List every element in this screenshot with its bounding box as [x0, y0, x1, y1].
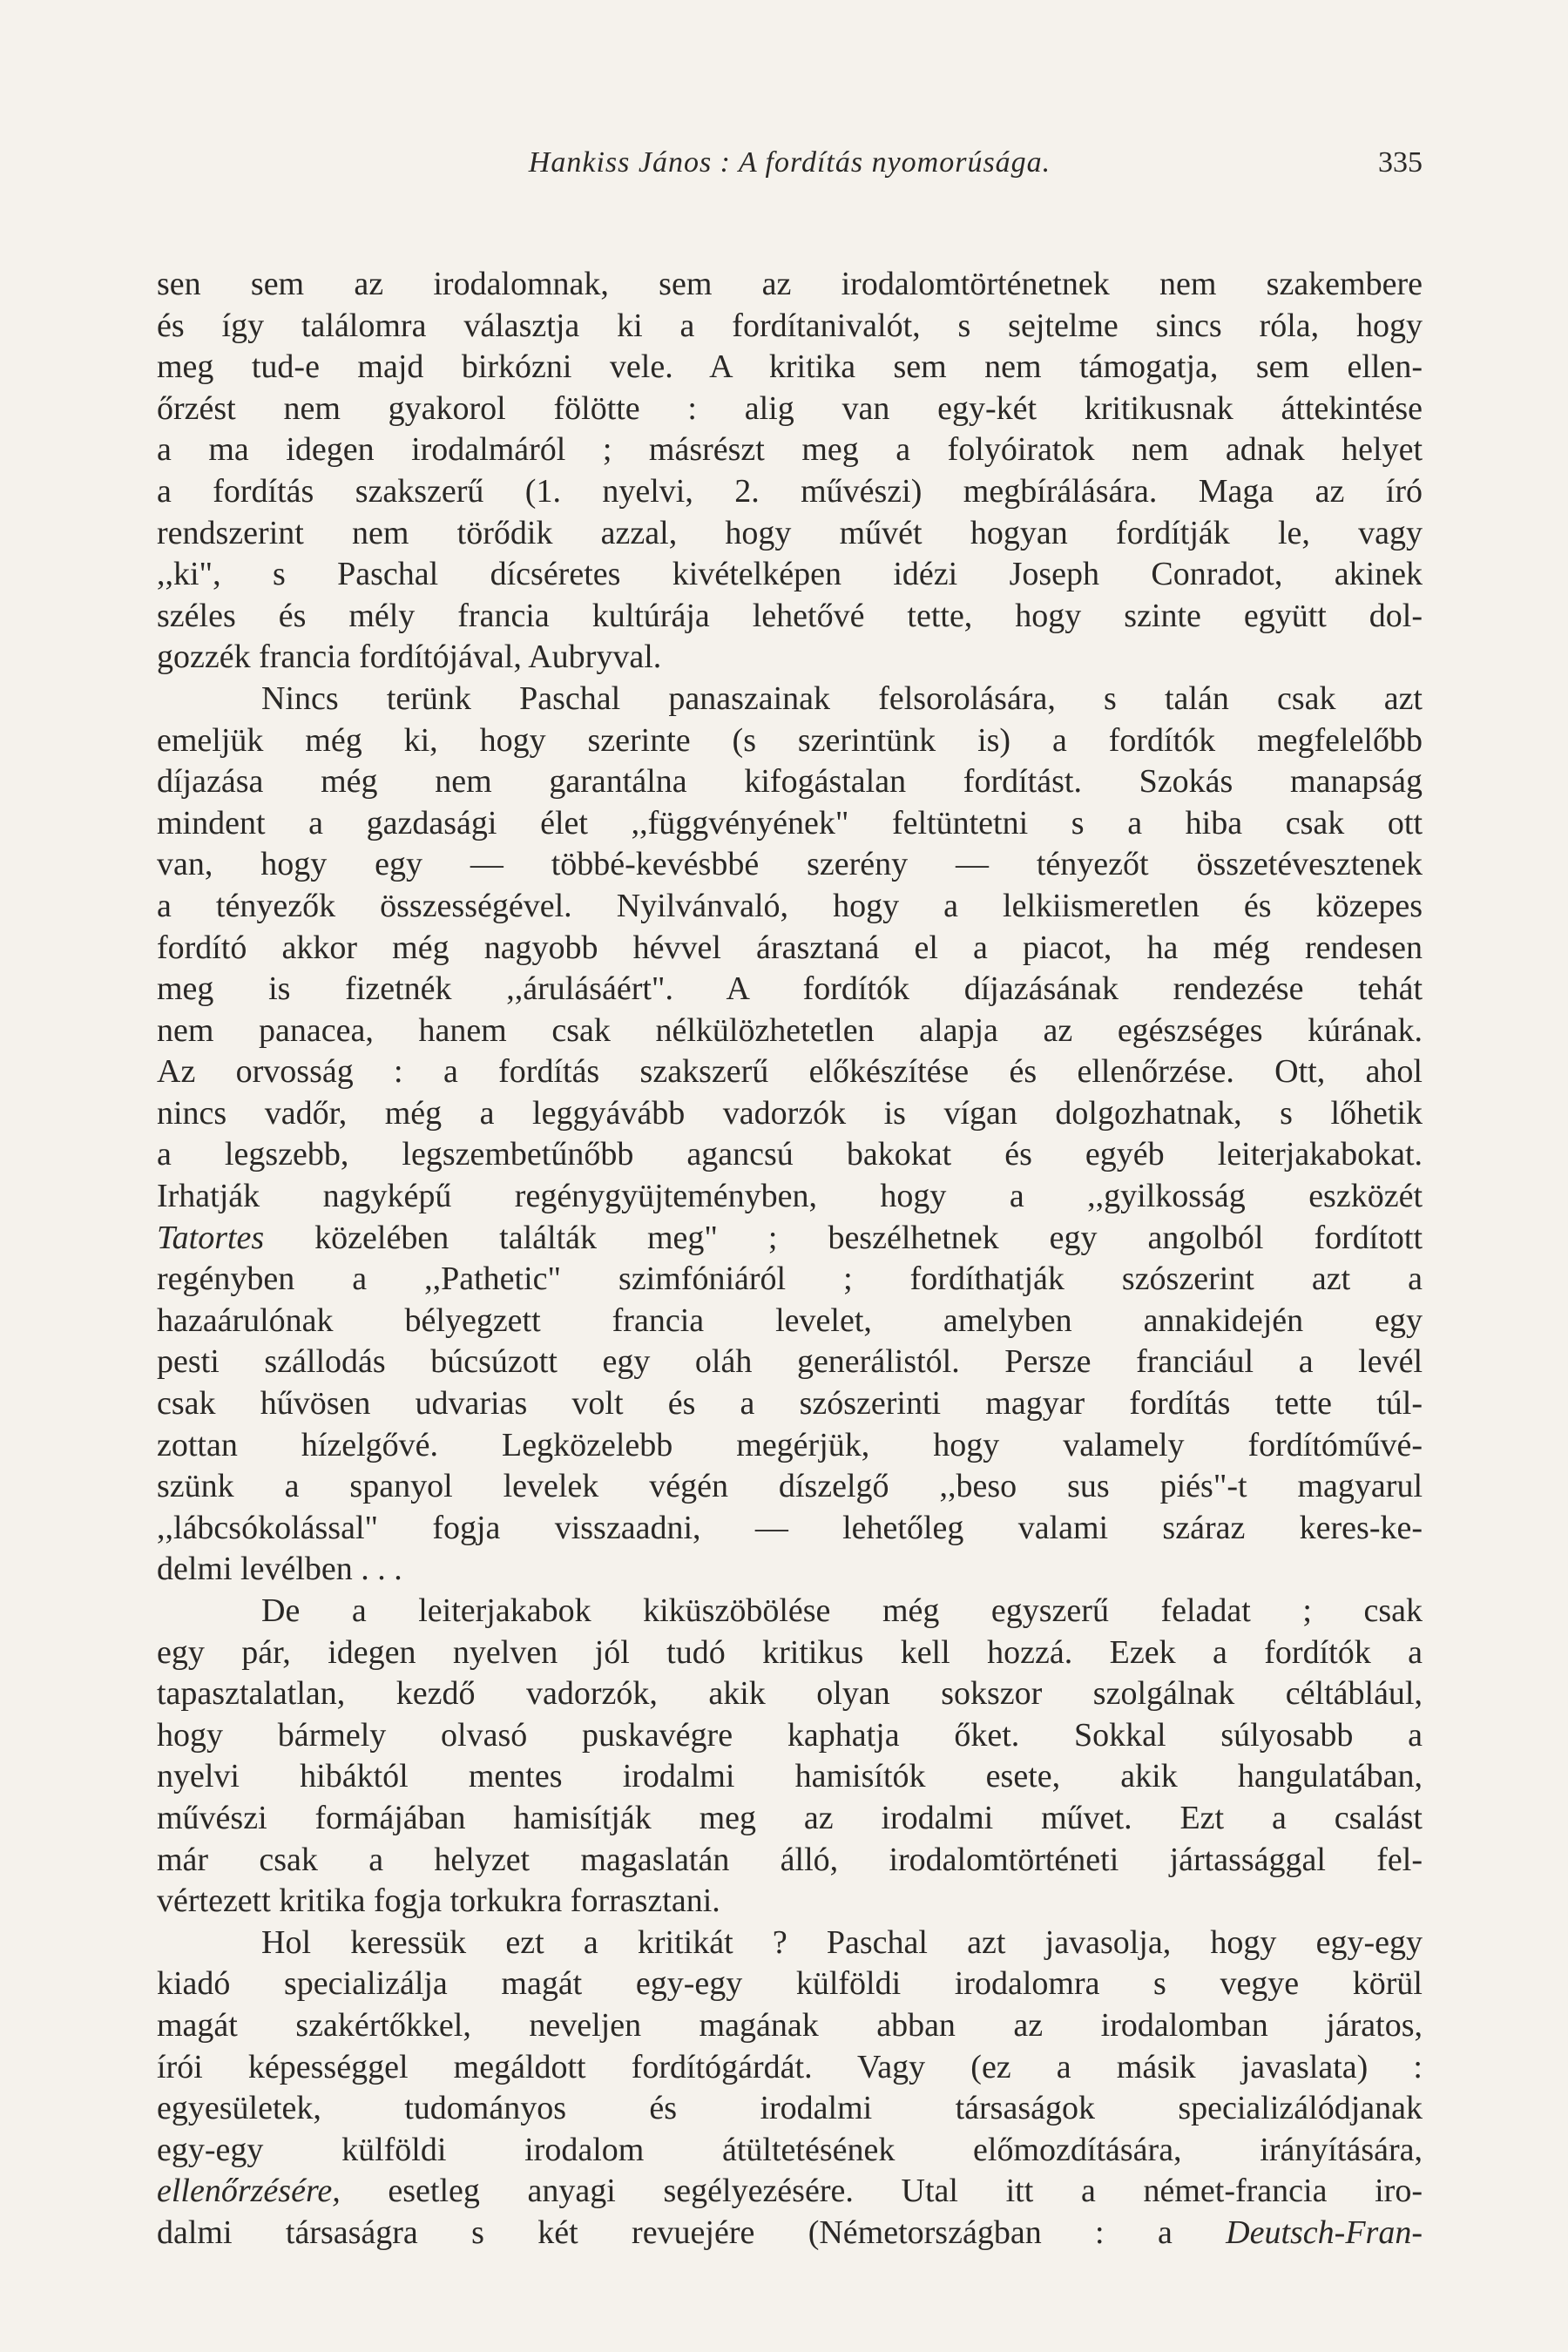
italic-text-segment: ellenőrzésére,: [157, 2173, 341, 2210]
text-segment: nem panacea, hanem csak nélkülözhetetlen alapja az egészséges kúrának.: [157, 1011, 1423, 1049]
text-segment: egy-egy külföldi irodalom átültetésének előmozdítására, irányítására,: [157, 2131, 1423, 2168]
text-line: [157, 2005, 1423, 2047]
text-line: [157, 513, 1423, 555]
text-line: [157, 637, 1423, 679]
text-line: [157, 2047, 1423, 2089]
text-line: [157, 1715, 1423, 1757]
text-segment: csak hűvösen udvarias volt és a szószerinti magyar fordítás tette túl-: [157, 1385, 1423, 1423]
text-segment: írói képességgel megáldott fordítógárdát. Vagy (ez a másik javaslata) :: [157, 2048, 1423, 2085]
text-segment: rendszerint nem törődik azzal, hogy művét hogyan fordítják le, vagy: [157, 514, 1423, 551]
text-line: [157, 1508, 1423, 1550]
text-line: [157, 1881, 1423, 1923]
text-line: [157, 1010, 1423, 1052]
text-line: [157, 2171, 1423, 2213]
text-segment: és így találomra választja ki a fordítanivalót, s sejtelme sincs róla, hogy: [157, 307, 1423, 344]
text-segment: hogy bármely olvasó puskavégre kaphatja őket. Sokkal súlyosabb a: [157, 1716, 1423, 1754]
text-line: [157, 1756, 1423, 1798]
italic-text-segment: Deutsch-Fran-: [1226, 2213, 1423, 2251]
text-line: [157, 1383, 1423, 1425]
text-line: [157, 803, 1423, 845]
text-segment: széles és mély francia kultúrája lehetővé tette, hogy szinte együtt dol-: [157, 597, 1423, 634]
text-segment: fordító akkor még nagyobb hévvel árasztaná el a piacot, ha még rendesen: [157, 929, 1423, 966]
text-segment: ,,lábcsókolással" fogja visszaadni, — lehetőleg valami száraz keres-ke-: [157, 1509, 1423, 1546]
text-segment: zottan hízelgővé. Legközelebb megérjük, hogy valamely fordítóművé-: [157, 1426, 1423, 1463]
text-segment: Nincs terünk Paschal panaszainak felsorolására, s talán csak azt: [261, 679, 1423, 717]
text-segment: Hol keressük ezt a kritikát ? Paschal azt javasolja, hogy egy-egy: [261, 1923, 1423, 1961]
running-head: Hankiss János : A fordítás nyomorúsága.: [528, 146, 1051, 179]
text-line: [157, 429, 1423, 471]
text-segment: őrzést nem gyakorol fölötte : alig van egy-két kritikusnak áttekintése: [157, 389, 1423, 427]
text-line: [157, 1134, 1423, 1176]
text-line: [157, 761, 1423, 803]
text-segment: mindent a gazdasági élet ,,függvényének" feltüntetni s a hiba csak ott: [157, 804, 1423, 841]
text-line: [157, 347, 1423, 389]
text-segment: nyelvi hibáktól mentes irodalmi hamisítók esete, akik hangulatában,: [157, 1758, 1423, 1795]
text-segment: meg tud-e majd birkózni vele. A kritika sem nem támogatja, sem ellen-: [157, 348, 1423, 386]
text-line: [157, 389, 1423, 430]
text-line: [157, 1840, 1423, 1882]
page-header: [157, 146, 1423, 190]
text-line: [157, 886, 1423, 928]
text-segment: meg is fizetnék ,,árulásáért". A fordítók díjazásának rendezése tehát: [157, 970, 1423, 1008]
text-segment: díjazása még nem garantálna kifogástalan fordítást. Szokás manapság: [157, 763, 1423, 801]
text-line: [157, 1218, 1423, 1260]
page-number: 335: [1378, 146, 1423, 179]
text-line: [157, 2088, 1423, 2130]
text-line: [157, 306, 1423, 348]
text-line: [157, 2130, 1423, 2172]
text-segment: Irhatják nagyképű regénygyüjteményben, hogy a ,,gyilkosság eszközét: [157, 1178, 1423, 1215]
text-segment: közelében találták meg" ; beszélhetnek egy angolból fordított: [264, 1219, 1423, 1256]
text-segment: van, hogy egy — többé-kevésbbé szerény — tényezőt összetévesztenek: [157, 846, 1423, 883]
text-segment: egyesületek, tudományos és irodalmi társaságok specializálódjanak: [157, 2090, 1423, 2127]
text-line: [157, 471, 1423, 513]
text-line: [157, 2213, 1423, 2254]
text-line: [157, 1301, 1423, 1342]
text-segment: nincs vadőr, még a leggyávább vadorzók is vígan dolgozhatnak, s lőhetik: [157, 1094, 1423, 1132]
text-segment: tapasztalatlan, kezdő vadorzók, akik olyan sokszor szolgálnak céltáblául,: [157, 1675, 1423, 1713]
text-segment: gozzék francia fordítójával, Aubryval.: [157, 639, 662, 676]
text-line: [157, 1549, 1423, 1591]
text-segment: már csak a helyzet magaslatán álló, irodalomtörténeti jártassággal fel-: [157, 1841, 1423, 1878]
text-line: [157, 1342, 1423, 1383]
text-line: [157, 1425, 1423, 1467]
text-segment: a fordítás szakszerű (1. nyelvi, 2. művészi) megbírálására. Maga az író: [157, 472, 1423, 510]
text-line: [157, 1632, 1423, 1674]
text-line: [157, 928, 1423, 970]
text-segment: szünk a spanyol levelek végén díszelgő ,,beso sus piés"-t magyarul: [157, 1468, 1423, 1505]
text-segment: magát szakértőkkel, neveljen magának abban az irodalomban járatos,: [157, 2006, 1423, 2044]
text-line: [157, 1259, 1423, 1301]
text-line: [157, 1923, 1423, 1964]
text-line: [157, 1591, 1423, 1632]
text-segment: a ma idegen irodalmáról ; másrészt meg a folyóiratok nem adnak helyet: [157, 431, 1423, 469]
text-segment: delmi levélben . . .: [157, 1551, 402, 1588]
text-segment: emeljük még ki, hogy szerinte (s szerintünk is) a fordítók megfelelőbb: [157, 721, 1423, 759]
text-line: [157, 1798, 1423, 1840]
text-segment: művészi formájában hamisítják meg az irodalmi művet. Ezt a csalást: [157, 1799, 1423, 1836]
text-line: [157, 1176, 1423, 1218]
text-segment: pesti szállodás búcsúzott egy oláh generálistól. Persze franciául a levél: [157, 1343, 1423, 1381]
text-segment: sen sem az irodalomnak, sem az irodalomtörténetnek nem szakembere: [157, 266, 1423, 302]
text-segment: esetleg anyagi segélyezésére. Utal itt a német-francia iro-: [340, 2173, 1423, 2210]
text-segment: regényben a ,,Pathetic" szimfóniáról ; fordíthatják szószerint azt a: [157, 1260, 1423, 1298]
text-line: [157, 1051, 1423, 1093]
body-text: [157, 264, 1423, 2254]
text-segment: a legszebb, legszembetűnőbb agancsú bakokat és egyéb leiterjakabokat.: [157, 1136, 1423, 1173]
text-segment: hazaárulónak bélyegzett francia levelet, amelyben annakidején egy: [157, 1301, 1423, 1339]
text-line: [157, 264, 1423, 306]
text-line: [157, 596, 1423, 638]
text-line: [157, 720, 1423, 762]
text-segment: De a leiterjakabok kiküszöbölése még egyszerű feladat ; csak: [261, 1592, 1423, 1629]
text-segment: kiadó specializálja magát egy-egy külföldi irodalomra s vegye körül: [157, 1965, 1423, 2003]
text-segment: a tényezők összességével. Nyilvánvaló, hogy a lelkiismeretlen és közepes: [157, 887, 1423, 924]
text-segment: ,,ki", s Paschal dícséretes kivételképen idézi Joseph Conradot, akinek: [157, 556, 1423, 593]
text-line: [157, 844, 1423, 886]
text-segment: vértezett kritika fogja torkukra forrasztani.: [157, 1882, 720, 1920]
text-line: [157, 1093, 1423, 1135]
text-line: [157, 1963, 1423, 2005]
text-line: [157, 1466, 1423, 1508]
text-segment: dalmi társaságra s két revuejére (Németországban : a: [157, 2213, 1227, 2251]
text-segment: egy pár, idegen nyelven jól tudó kritikus kell hozzá. Ezek a fordítók a: [157, 1633, 1423, 1671]
text-line: [157, 679, 1423, 720]
italic-text-segment: Tatortes: [157, 1219, 265, 1256]
text-line: [157, 969, 1423, 1010]
text-line: [157, 1673, 1423, 1715]
text-segment: Az orvosság : a fordítás szakszerű előkészítése és ellenőrzése. Ott, ahol: [157, 1053, 1423, 1091]
text-line: [157, 554, 1423, 596]
